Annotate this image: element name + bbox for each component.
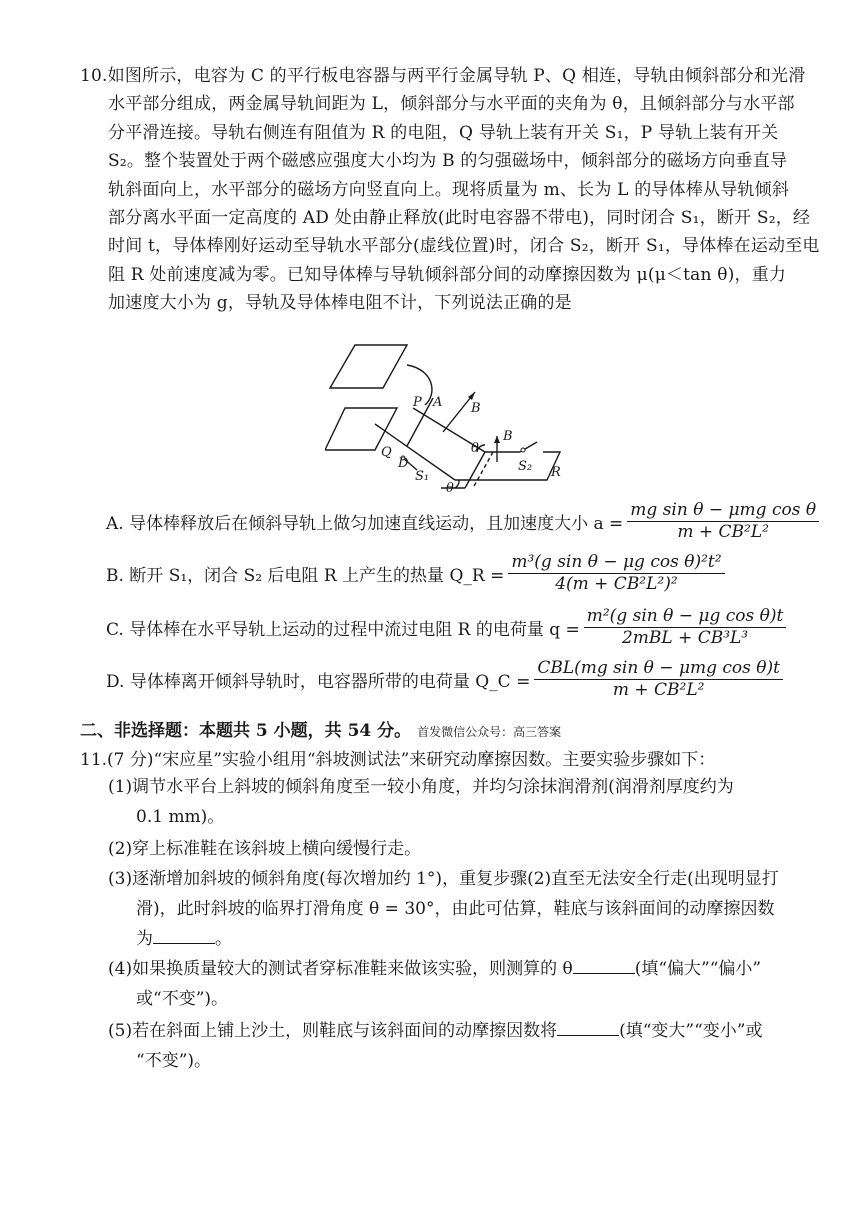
fraction-denominator: m + CB²L² xyxy=(677,522,769,542)
option-c-text: C. 导体棒在水平导轨上运动的过程中流过电阻 R 的电荷量 q = xyxy=(106,620,580,640)
option-a-text: A. 导体棒释放后在倾斜导轨上做匀加速直线运动，且加速度大小 a = xyxy=(106,514,624,534)
q10-line: 水平部分组成，两金属导轨间距为 L，倾斜部分与水平面的夹角为 θ，且倾斜部分与水平部 xyxy=(108,94,795,115)
step-line: (5)若在斜面上铺上沙土，则鞋底与该斜面间的动摩擦因数将 xyxy=(108,1021,558,1041)
step-line: (4)如果换质量较大的测试者穿标准鞋来做该实验，则测算的 θ xyxy=(108,959,573,979)
step-line: 0.1 mm)。 xyxy=(136,807,225,827)
capacitor-plate-bottom xyxy=(325,408,397,450)
fraction-numerator: m³(g sin θ − μg cos θ)²t² xyxy=(508,552,724,574)
rail-capacitor-figure xyxy=(325,340,575,495)
fraction-numerator: m²(g sin θ − μg cos θ)t xyxy=(584,606,787,628)
fraction-numerator: mg sin θ − μmg cos θ xyxy=(627,500,819,522)
label-b2: B xyxy=(503,429,513,444)
option-a xyxy=(106,500,819,543)
option-b-fraction xyxy=(508,552,724,595)
dashed-position xyxy=(473,452,493,488)
question-10-stem xyxy=(80,62,820,318)
q10-line: 阻 R 处前速度减为零。已知导体棒与导轨倾斜部分间的动摩擦因数为 μ(μ＜tan θ)，重力 xyxy=(108,264,787,285)
label-q: Q xyxy=(381,445,392,460)
answer-blank xyxy=(153,927,215,944)
label-a: A xyxy=(433,395,443,410)
label-theta2: θ xyxy=(446,481,454,495)
section-note: 首发微信公众号：高三答案 xyxy=(417,725,562,739)
q11-step-5 xyxy=(108,1016,798,1076)
label-s1: S₁ xyxy=(415,469,430,484)
label-s2: S₂ xyxy=(518,459,533,474)
q10-line: 轨斜面向上，水平部分的磁场方向竖直向上。现将质量为 m、长为 L 的导体棒从导轨倾斜 xyxy=(108,179,790,200)
step-extra: 或“不变”)。 xyxy=(136,989,229,1009)
option-b xyxy=(106,552,725,595)
step-line: 为 xyxy=(136,929,153,949)
step-line: (1)调节水平台上斜坡的倾斜角度至一较小角度，并均匀涂抹润滑剂(润滑剂厚度约为 xyxy=(108,777,734,797)
rail-join xyxy=(465,452,485,488)
option-c-fraction xyxy=(584,606,787,649)
label-b1: B xyxy=(471,401,481,416)
option-d-fraction xyxy=(534,658,783,701)
q11-step-4 xyxy=(108,954,798,1014)
step-line: 滑)，此时斜坡的临界打滑角度 θ = 30°，由此可估算，鞋底与该斜面间的动摩擦因数 xyxy=(136,899,775,919)
step-tail: (填“偏大”“偏小” xyxy=(634,959,762,979)
capacitor-plate-top xyxy=(330,345,407,388)
answer-blank xyxy=(557,1019,619,1036)
question-11-stem: 11.(7 分)“宋应星”实验小组用“斜坡测试法”来研究动摩擦因数。主要实验步骤如下： xyxy=(80,750,716,770)
option-d-text: D. 导体棒离开倾斜导轨时，电容器所带的电荷量 Q_C = xyxy=(106,672,531,692)
q10-line: S₂。整个装置处于两个磁感应强度大小均为 B 的匀强磁场中，倾斜部分的磁场方向垂直导 xyxy=(108,151,788,172)
step-line: (3)逐渐增加斜坡的倾斜角度(每次增加约 1°)，重复步骤(2)直至无法安全行走(出现明显打 xyxy=(108,869,779,889)
option-b-text: B. 断开 S₁，闭合 S₂ 后电阻 R 上产生的热量 Q_R = xyxy=(106,566,505,586)
q11-step-3 xyxy=(108,864,798,954)
q10-line: 时间 t，导体棒刚好运动至导轨水平部分(虚线位置)时，闭合 S₂，断开 S₁，导体棒在运动至电 xyxy=(108,236,820,257)
step-tail: 。 xyxy=(215,929,232,949)
q10-line: 10.如图所示，电容为 C 的平行板电容器与两平行金属导轨 P、Q 相连，导轨由倾斜部分和光滑 xyxy=(80,66,806,86)
fraction-denominator: 4(m + CB²L²)² xyxy=(555,574,678,594)
fraction-denominator: m + CB²L² xyxy=(612,680,705,700)
answer-blank xyxy=(573,957,635,974)
fraction-denominator: 2mBL + CB³L³ xyxy=(621,628,749,648)
label-theta1: θ xyxy=(471,441,479,456)
q10-line: 加速度大小为 g，导轨及导体棒电阻不计，下列说法正确的是 xyxy=(108,293,572,314)
option-a-fraction xyxy=(627,500,819,543)
step-tail: (填“变大”“变小”或 xyxy=(619,1021,763,1041)
section-title: 二、非选择题：本题共 5 小题，共 54 分。 xyxy=(80,721,412,741)
q11-step-2 xyxy=(108,834,798,864)
q10-line: 分平滑连接。导轨右侧连有阻值为 R 的电阻，Q 导轨上装有开关 S₁，P 导轨上装有开关 xyxy=(108,122,779,143)
q10-line: 部分离水平面一定高度的 AD 处由静止释放(此时电容器不带电)，同时闭合 S₁，断开 S₂，经 xyxy=(108,208,811,229)
option-c xyxy=(106,606,786,649)
option-d xyxy=(106,658,783,701)
label-p: P xyxy=(413,395,422,410)
step-line: (2)穿上标准鞋在该斜坡上横向缓慢行走。 xyxy=(108,839,422,859)
label-r: R xyxy=(551,465,561,480)
fraction-numerator: CBL(mg sin θ − μmg cos θ)t xyxy=(534,658,783,680)
q11-step-1 xyxy=(108,772,798,832)
section-header xyxy=(80,716,561,741)
step-extra: “不变”)。 xyxy=(136,1051,212,1071)
label-d: D xyxy=(398,456,409,471)
